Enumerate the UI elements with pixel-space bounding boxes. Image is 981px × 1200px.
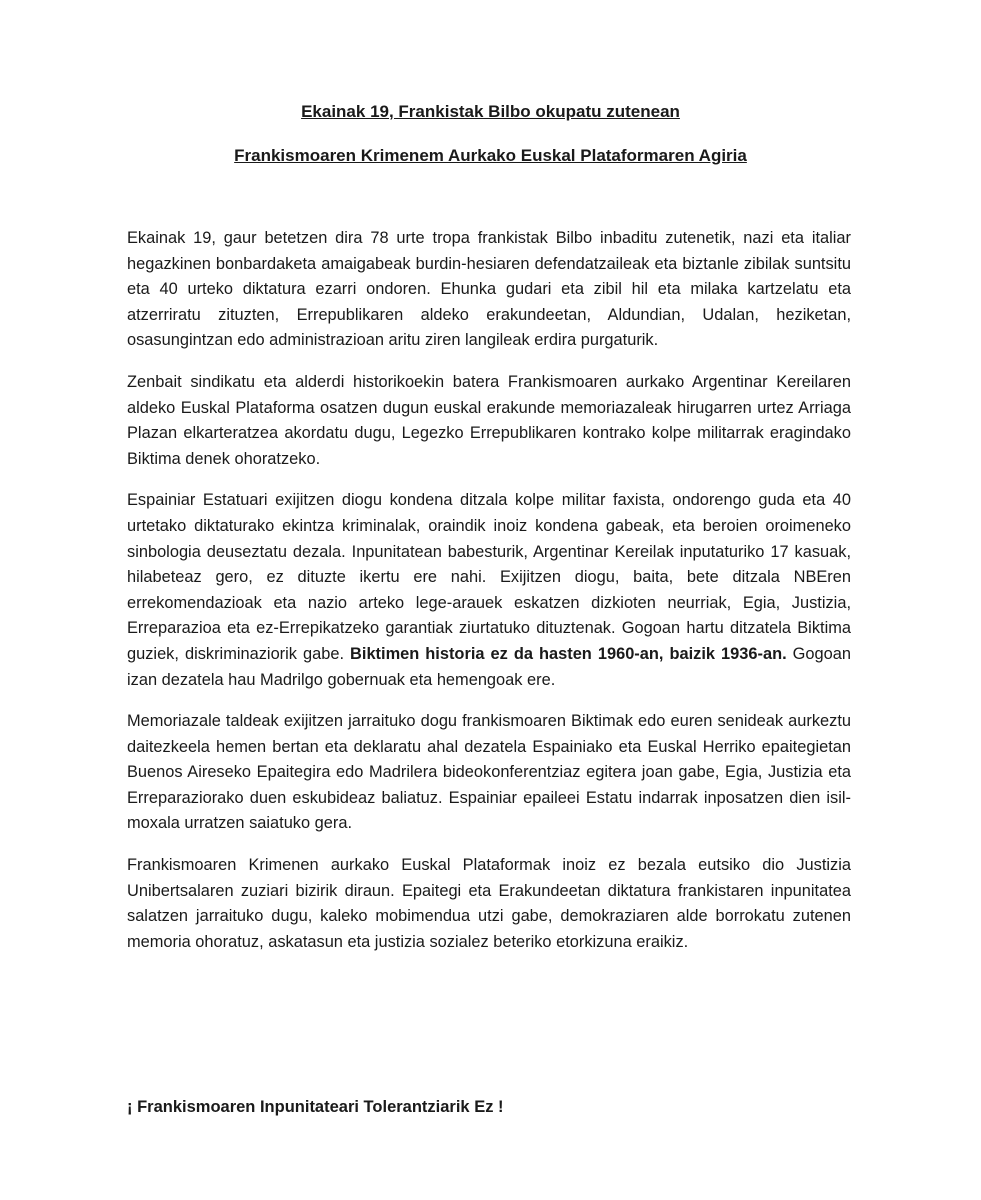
document-body [127, 226, 851, 971]
paragraph-4: Memoriazale taldeak exijitzen jarraituko dogu frankismoaren Biktimak edo euren senideak aurkeztu daitezkeela hemen bertan eta deklaratu ahal dezatela Espainiako eta Euskal Herriko epaitegietan Buenos Aireseko Epaitegira edo Madrilera bideokonferentziaz egitera joan gabe, Egia, Justizia eta Erreparaziorako duen eskubideaz baliatuz. Espainiar epaileei Estatu indarrak inposatzen dien isil-moxala urratzen saiatuko gera. [127, 712, 851, 833]
paragraph-5: Frankismoaren Krimenen aurkako Euskal Plataformak inoiz ez bezala eutsiko dio Justizia Unibertsalaren zuziari bizirik diraun. Epaitegi eta Erakundeetan diktatura frankistaren inpunitatea salatzen jarraituko dugu, kaleko mobimendua utzi gabe, demokraziaren alde borrokatu zutenen memoria ohoratuz, askatasun eta justizia sozialez beteriko etorkizuna eraikiz. [127, 856, 851, 951]
document-subtitle: Frankismoaren Krimenem Aurkako Euskal Plataformaren Agiria [234, 146, 747, 165]
paragraph-3-bold-statement: Biktimen historia ez da hasten 1960-an, baizik 1936-an. [350, 644, 787, 663]
paragraph-3-text-end: Gogoan izan dezatela hau Madrilgo gobernuak eta hemengoak ere. [127, 644, 851, 689]
paragraph-1: Ekainak 19, gaur betetzen dira 78 urte tropa frankistak Bilbo inbaditu zutenetik, nazi eta italiar hegazkinen bonbardaketa amaigabeak burdin-hesiaren defendatzaileak eta biztanle zibilak suntsitu eta 40 urteko diktatura ezarri ondoren. Ehunka gudari eta zibil hil eta milaka kartzelatu eta atzerriratu zituzten, Errepublikaren aldeko erakundeetan, Aldundian, Udalan, heziketan, osasungintzan edo administrazioan aritu ziren langileak erdira purgaturik. [127, 229, 851, 350]
paragraph-3-text-start: Espainiar Estatuari exijitzen diogu kondena ditzala kolpe militar faxista, ondorengo guda eta 40 urtetako diktaturako ekintza kriminalak, oraindik inoiz kondena gabeak, eta beroien oroimeneko sinbologia deuseztatu dezala. Inpunitatean babesturik, Argentinar Kereilak inputaturiko 17 kasuak, hilabeteaz gero, ez dituzte ikertu ere nahi. Exijitzen diogu, baita, bete ditzala NBEren errekomendazioak eta nazio arteko lege-arauek eskatzen dizkioten neurriak, Egia, Justizia, Erreparazioa eta ez-Errepikatzeko garantiak ziurtatuko dituztenak. Gogoan hartu ditzatela Biktima guziek, diskriminaziorik gabe. [127, 491, 851, 663]
document-title: Ekainak 19, Frankistak Bilbo okupatu zutenean [301, 102, 680, 121]
paragraph-3 [127, 488, 851, 693]
closing-slogan: ¡ Frankismoaren Inpunitateari Tolerantziarik Ez ! [127, 1098, 504, 1116]
paragraph-2: Zenbait sindikatu eta alderdi historikoekin batera Frankismoaren aurkako Argentinar Kereilaren aldeko Euskal Plataforma osatzen dugun euskal erakunde memoriazaleak hirugarren urtez Arriaga Plazan elkarteratzea akordatu dugu, Legezko Errepublikaren kontrako kolpe militarrak eragindako Biktima denek ohoratzeko. [127, 372, 851, 468]
